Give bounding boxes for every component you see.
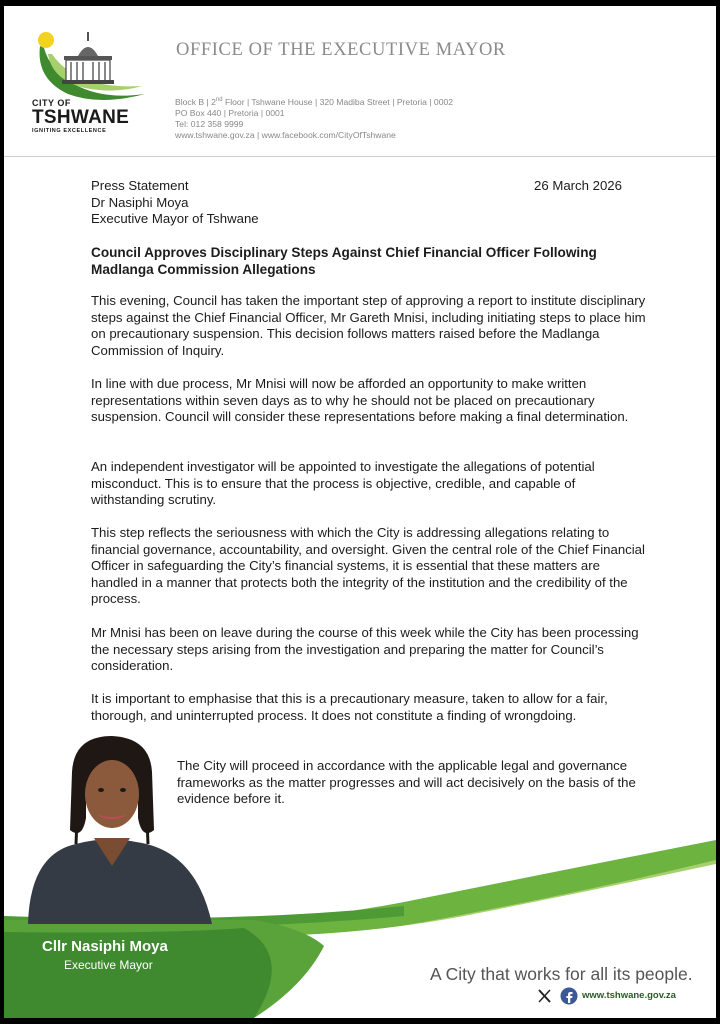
address-line-1-sup: nd xyxy=(215,97,223,103)
address-block xyxy=(175,95,453,141)
logo-tshwane: TSHWANE xyxy=(32,107,130,128)
paragraph-5: Mr Mnisi has been on leave during the course of this week while the City has been processing the necessary steps arising from the investigation and preparing the matter for Council’s consideration. xyxy=(91,625,639,674)
statement-author: Dr Nasiphi Moya xyxy=(91,194,189,210)
paragraph-2: In line with due process, Mr Mnisi will now be afforded an opportunity to make written representations within seven days as to why he should not be placed on precautionary suspension. Council will consider these representations before making a final determination. xyxy=(91,376,629,425)
address-line-1 xyxy=(175,95,453,108)
address-line-1-start: Block B | 2 xyxy=(175,96,216,107)
facebook-icon[interactable] xyxy=(561,988,578,1005)
footer-website-link[interactable]: www.tshwane.gov.za xyxy=(582,990,676,1001)
footer-cllr-name: Cllr Nasiphi Moya xyxy=(42,938,168,955)
address-line-4: www.tshwane.gov.za | www.facebook.com/CityOfTshwane xyxy=(175,129,396,140)
statement-type: Press Statement xyxy=(91,178,189,193)
city-of-tshwane-logo-icon xyxy=(30,24,150,104)
statement-author-title: Executive Mayor of Tshwane xyxy=(91,211,259,227)
address-line-3: Tel: 012 358 9999 xyxy=(175,118,244,129)
letterhead xyxy=(4,6,716,156)
press-statement-page xyxy=(4,6,716,1018)
statement-date: 26 March 2026 xyxy=(534,178,622,193)
footer-slogan: A City that works for all its people. xyxy=(430,964,693,984)
paragraph-7: The City will proceed in accordance with the applicable legal and governance frameworks as the matter progresses and will act decisively on the basis of the evidence before it. xyxy=(177,758,636,807)
paragraph-6: It is important to emphasise that this is a precautionary measure, taken to allow for a fair, thorough, and uninterrupted process. It does not constitute a finding of wrongdoing. xyxy=(91,691,608,723)
office-title: OFFICE OF THE EXECUTIVE MAYOR xyxy=(176,40,506,60)
logo-city-of: CITY OF xyxy=(32,98,71,108)
mayor-portrait xyxy=(16,734,216,924)
footer-cllr-role: Executive Mayor xyxy=(64,958,153,972)
paragraph-3: An independent investigator will be appointed to investigate the allegations of potential misconduct. This is to ensure that the process is objective, credible, and capable of withstanding scrutiny. xyxy=(91,459,595,508)
address-line-1-end: Floor | Tshwane House | 320 Madiba Street | Pretoria | 0002 xyxy=(222,96,454,107)
header-divider xyxy=(4,156,716,157)
logo-wordmark xyxy=(32,98,129,135)
logo-tagline: IGNITING EXCELLENCE xyxy=(32,128,107,134)
social-icons xyxy=(536,987,580,1005)
x-icon[interactable] xyxy=(539,990,550,1002)
address-line-2: PO Box 440 | Pretoria | 0001 xyxy=(175,107,285,118)
statement-headline: Council Approves Disciplinary Steps Against Chief Financial Officer Following Madlanga Commission Allegations xyxy=(91,245,597,277)
paragraph-1: This evening, Council has taken the important step of approving a report to institute disciplinary steps against the Chief Financial Officer, Mr Gareth Mnisi, including initiating steps to place him on precautionary suspension. This decision follows matters raised before the Madlanga Commission of Inquiry. xyxy=(91,293,646,358)
paragraph-4: This step reflects the seriousness with which the City is addressing allegations relating to financial governance, accountability, and oversight. Given the central role of the Chief Financial Officer in safeguarding the City’s financial systems, it is essential that these matters are handled in a manner that protects both the integrity of the institution and the credibility of the process. xyxy=(91,525,645,607)
